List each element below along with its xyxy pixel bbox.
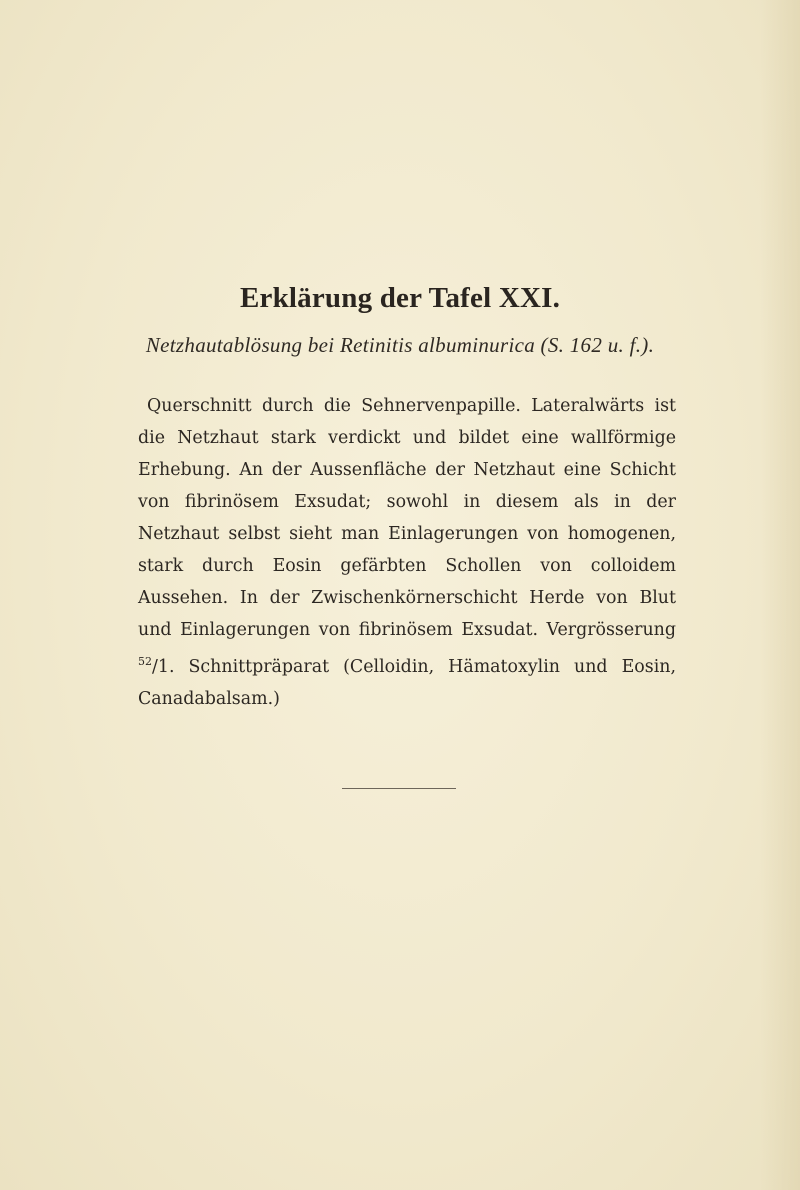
magnification-numerator: 52 <box>138 655 152 668</box>
plate-description <box>138 390 676 715</box>
plate-subtitle: Netzhautablösung bei Retinitis albuminurica (S. 162 u. f.). <box>145 333 655 357</box>
section-divider <box>342 788 456 789</box>
description-paragraph <box>138 390 676 715</box>
magnification-denominator: /1 <box>152 656 169 677</box>
page-edge-shading <box>760 0 800 1190</box>
plate-title: Erklärung der Tafel XXI. <box>239 282 561 314</box>
description-text-part-1: Querschnitt durch die Sehnervenpapille. Lateralwärts ist die Netzhaut stark verdickt und bildet eine wallförmige Erhebung. An der Aussenfläche der Netzhaut eine Schicht von fibrinösem Exsudat; sowohl in diesem als in der Netzhaut selbst sieht man Einlagerungen von homogenen, stark durch Eosin gefärbten Schollen von colloidem Aussehen. In der Zwischenkörnerschicht Herde von Blut und Einlagerungen von fibrinösem Exsudat. Vergrösserung <box>138 396 676 640</box>
description-text-part-2: . Schnittpräparat (Celloidin, Hämatoxylin und Eosin, Canadabalsam.) <box>138 656 676 709</box>
